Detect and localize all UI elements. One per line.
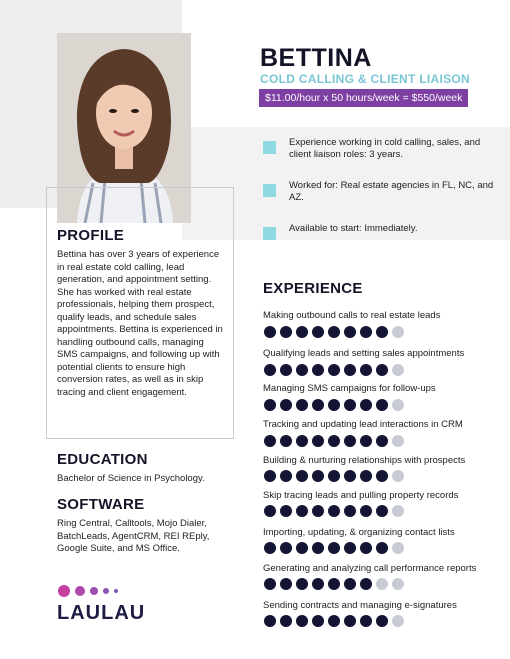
education-heading: EDUCATION [57,451,148,468]
experience-label: Generating and analyzing call performance reports [263,563,477,574]
rating-dot-filled [328,470,340,482]
rating-dot-empty [392,364,404,376]
rating-dot-empty [392,326,404,338]
rating-dot-filled [312,470,324,482]
experience-label: Sending contracts and managing e-signatures [263,600,457,611]
rating-dot-filled [280,542,292,554]
fact-text: Worked for: Real estate agencies in FL, NC, and AZ. [289,180,494,203]
rating-dot-filled [360,364,372,376]
rating-dot-filled [296,470,308,482]
rating-dot-empty [376,578,388,590]
rating-dot-filled [328,399,340,411]
rate-badge: $11.00/hour x 50 hours/week = $550/week [259,89,468,107]
rating-dot-filled [360,399,372,411]
rating-dot-filled [360,505,372,517]
software-heading: SOFTWARE [57,496,145,513]
rating-dot-filled [376,399,388,411]
logo-dot [90,587,98,595]
rating-dot-filled [328,435,340,447]
education-text: Bachelor of Science in Psychology. [57,473,205,484]
experience-label: Building & nurturing relationships with prospects [263,455,466,466]
experience-label: Qualifying leads and setting sales appointments [263,348,465,359]
experience-rating [264,364,404,376]
rating-dot-filled [264,364,276,376]
rating-dot-filled [264,435,276,447]
rating-dot-filled [296,615,308,627]
experience-label: Skip tracing leads and pulling property records [263,490,459,501]
experience-rating [264,435,404,447]
experience-rating [264,615,404,627]
rating-dot-filled [296,542,308,554]
rating-dot-filled [296,435,308,447]
profile-text: Bettina has over 3 years of experience in real estate cold calling, lead generation, and appointment setting. She has worked with real estate professionals, helping them prospect, qualify leads, and schedule sales appointments. Bettina is experienced in handling outbound calls, managing SMS campaigns, and following up with potential clients to ensure high conversion rates, as well as in skip tracing and client engagement. [57,249,223,398]
rating-dot-filled [264,505,276,517]
brand-logo: LAULAU [57,602,146,624]
rating-dot-filled [280,435,292,447]
rating-dot-filled [344,399,356,411]
rating-dot-filled [376,505,388,517]
experience-label: Making outbound calls to real estate leads [263,310,441,321]
experience-heading: EXPERIENCE [263,280,363,297]
rating-dot-filled [344,505,356,517]
experience-rating [264,578,404,590]
candidate-name: BETTINA [260,44,372,72]
rating-dot-empty [392,542,404,554]
experience-label: Managing SMS campaigns for follow-ups [263,383,436,394]
logo-dot [75,586,85,596]
rating-dot-filled [312,435,324,447]
experience-rating [264,399,404,411]
rating-dot-filled [280,364,292,376]
rating-dot-filled [344,615,356,627]
rating-dot-filled [280,399,292,411]
logo-dot [58,585,70,597]
logo-dot [103,588,109,594]
rating-dot-filled [264,326,276,338]
experience-rating [264,326,404,338]
rating-dot-filled [376,615,388,627]
logo-dot [114,589,118,593]
rating-dot-empty [392,470,404,482]
experience-rating [264,505,404,517]
rating-dot-empty [392,435,404,447]
rating-dot-filled [280,505,292,517]
rating-dot-filled [328,615,340,627]
rating-dot-filled [328,505,340,517]
rating-dot-filled [280,615,292,627]
rating-dot-filled [360,578,372,590]
rating-dot-empty [392,615,404,627]
rating-dot-filled [312,326,324,338]
rating-dot-filled [328,542,340,554]
rating-dot-filled [328,578,340,590]
rating-dot-filled [296,364,308,376]
rating-dot-filled [296,578,308,590]
rating-dot-filled [376,542,388,554]
rating-dot-filled [296,399,308,411]
experience-rating [264,542,404,554]
rating-dot-filled [264,542,276,554]
rating-dot-filled [280,578,292,590]
fact-text: Available to start: Immediately. [289,223,418,234]
experience-label: Tracking and updating lead interactions in CRM [263,419,463,430]
rating-dot-filled [344,542,356,554]
rating-dot-filled [296,326,308,338]
rating-dot-filled [376,435,388,447]
rating-dot-empty [392,578,404,590]
rating-dot-filled [280,326,292,338]
rating-dot-filled [360,542,372,554]
rating-dot-filled [360,470,372,482]
rating-dot-filled [344,326,356,338]
rating-dot-filled [344,470,356,482]
rating-dot-filled [344,578,356,590]
rating-dot-filled [312,399,324,411]
rating-dot-filled [264,578,276,590]
rating-dot-filled [376,470,388,482]
rating-dot-filled [312,505,324,517]
square-bullet-icon [263,141,276,154]
rating-dot-filled [312,578,324,590]
square-bullet-icon [263,227,276,240]
rating-dot-filled [312,364,324,376]
rating-dot-empty [392,505,404,517]
rating-dot-filled [344,364,356,376]
rating-dot-filled [264,470,276,482]
experience-rating [264,470,404,482]
rating-dot-filled [264,399,276,411]
rating-dot-filled [360,435,372,447]
rating-dot-filled [376,364,388,376]
rating-dot-filled [280,470,292,482]
rating-dot-filled [312,542,324,554]
experience-label: Importing, updating, & organizing contact lists [263,527,455,538]
rating-dot-filled [344,435,356,447]
rating-dot-filled [328,364,340,376]
rating-dot-filled [376,326,388,338]
rating-dot-filled [360,615,372,627]
software-text: Ring Central, Calltools, Mojo Dialer, BatchLeads, AgentCRM, REI REply, Google Suite, and MS Office. [57,518,210,554]
fact-text: Experience working in cold calling, sales, and client liaison roles: 3 years. [289,137,481,160]
candidate-role: COLD CALLING & CLIENT LIAISON [260,72,471,86]
rating-dot-filled [312,615,324,627]
square-bullet-icon [263,184,276,197]
rating-dot-filled [264,615,276,627]
logo-dots-icon [58,585,118,597]
rating-dot-filled [360,326,372,338]
rating-dot-filled [296,505,308,517]
rating-dot-filled [328,326,340,338]
rating-dot-empty [392,399,404,411]
profile-heading: PROFILE [57,227,125,244]
